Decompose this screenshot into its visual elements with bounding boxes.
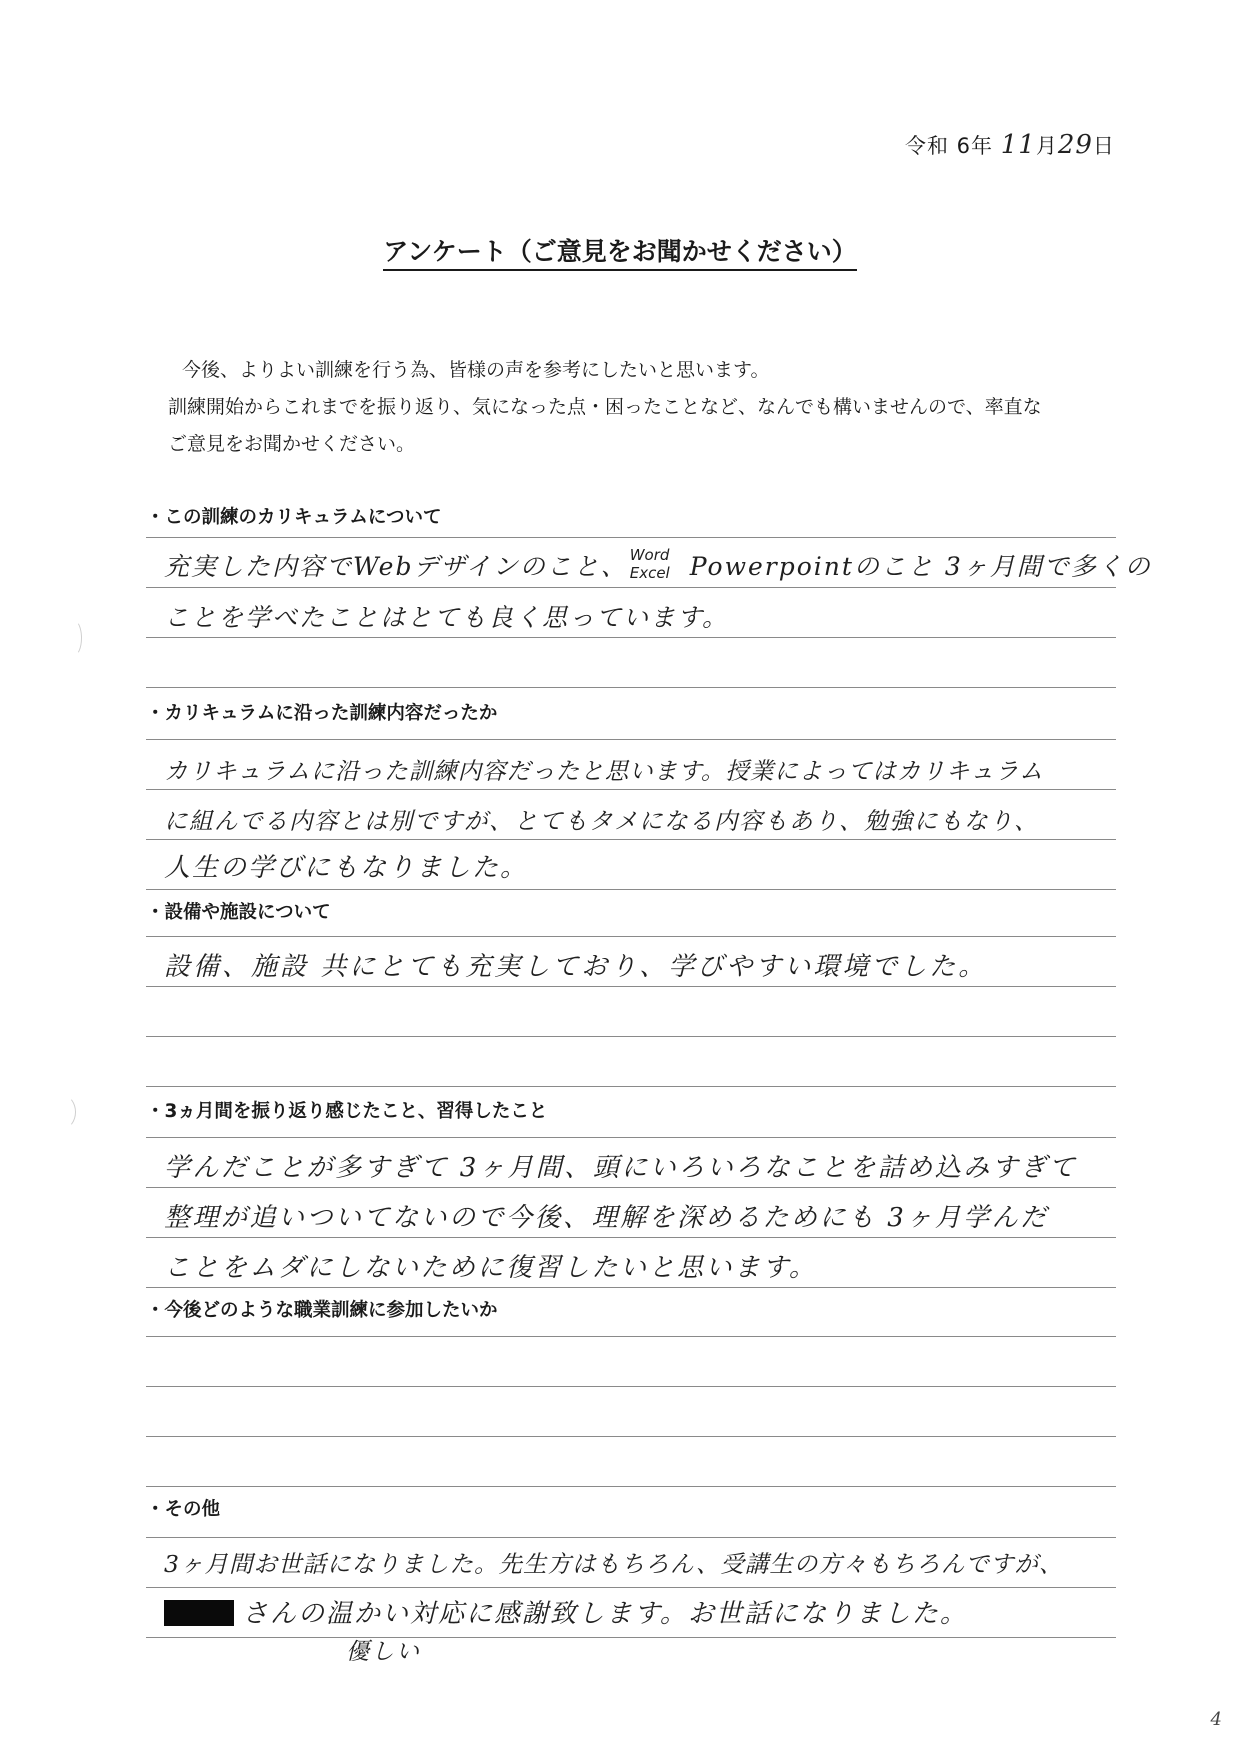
answer-line <box>146 739 1116 740</box>
answer-text-excel: Excel <box>629 563 670 582</box>
page-number: 4 <box>1210 1709 1222 1730</box>
answer-line <box>146 1237 1116 1238</box>
intro-text <box>168 352 1042 463</box>
section-label: ・3ヵ月間を振り返り感じたこと、習得したこと <box>146 1101 548 1122</box>
scan-mark <box>66 620 82 656</box>
answer-text: 充実した内容でWebデザインのこと、 <box>164 552 628 581</box>
handwritten-answer: ことを学べたことはとても良く思っています。 <box>164 603 730 632</box>
date <box>905 130 1115 160</box>
intro-line: 訓練開始からこれまでを振り返り、気になった点・困ったことなど、なんでも構いませんので、率直な <box>168 396 1042 418</box>
answer-line <box>146 637 1116 638</box>
handwritten-answer <box>164 1593 968 1630</box>
answer-line <box>146 986 1116 987</box>
section-curriculum <box>146 501 1152 691</box>
answer-line <box>146 1336 1116 1337</box>
answer-line <box>146 1137 1116 1138</box>
handwritten-answer <box>164 547 1152 583</box>
handwritten-answer: カリキュラムに沿った訓練内容だったと思います。授業によってはカリキュラム <box>164 757 1044 785</box>
answer-line <box>146 1086 1116 1087</box>
page-title <box>0 232 1240 268</box>
date-day-suffix: 日 <box>1092 134 1115 158</box>
word-excel-stack <box>628 545 690 583</box>
section-reflection <box>146 1095 1116 1295</box>
answer-line <box>146 936 1116 937</box>
answer-line <box>146 537 1116 538</box>
section-label: ・カリキュラムに沿った訓練内容だったか <box>146 703 498 724</box>
answer-text: さんの温かい対応に感謝致します。お世話になりました。 <box>242 1599 968 1629</box>
intro-line: 今後、よりよい訓練を行う為、皆様の声を参考にしたいと思います。 <box>182 359 770 381</box>
section-alignment <box>146 697 1116 892</box>
redacted-name <box>164 1600 234 1626</box>
answer-line <box>146 1386 1116 1387</box>
handwritten-answer: 設備、施設 共にとても充実しており、学びやすい環境でした。 <box>164 952 988 982</box>
date-month-suffix: 月 <box>1035 134 1058 158</box>
answer-text: Powerpointのこと 3ヶ月間で多くの <box>689 552 1152 581</box>
answer-line <box>146 1287 1116 1288</box>
section-label: ・今後どのような職業訓練に参加したいか <box>146 1300 498 1321</box>
answer-line <box>146 587 1116 588</box>
handwritten-insertion: 優しい <box>346 1639 421 1665</box>
section-label: ・この訓練のカリキュラムについて <box>146 507 442 528</box>
answer-line <box>146 1036 1116 1037</box>
handwritten-answer: 学んだことが多すぎて 3ヶ月間、頭にいろいろなことを詰め込みすぎて <box>164 1153 1078 1183</box>
section-future-training <box>146 1294 1116 1494</box>
section-other <box>146 1493 1116 1668</box>
answer-line <box>146 1637 1116 1638</box>
answer-line <box>146 1187 1116 1188</box>
date-day: 29 <box>1057 130 1093 160</box>
answer-line <box>146 1486 1116 1487</box>
handwritten-answer: ことをムダにしないために復習したいと思います。 <box>164 1253 818 1283</box>
page-title-text: アンケート（ご意見をお聞かせください） <box>383 237 857 271</box>
section-facilities <box>146 896 1116 1091</box>
intro-line: ご意見をお聞かせください。 <box>168 433 416 455</box>
date-month: 11 <box>1000 130 1036 160</box>
answer-line <box>146 687 1116 688</box>
answer-text-word: Word <box>629 545 670 564</box>
answer-line <box>146 1537 1116 1538</box>
scan-mark <box>50 1095 76 1129</box>
answer-line <box>146 789 1116 790</box>
handwritten-answer: に組んでる内容とは別ですが、とてもタメになる内容もあり、勉強にもなり、 <box>164 807 1039 835</box>
section-label: ・その他 <box>146 1499 221 1520</box>
answer-line <box>146 839 1116 840</box>
handwritten-answer: 3ヶ月間お世話になりました。先生方はもちろん、受講生の方々もちろんですが、 <box>164 1550 1064 1578</box>
answer-line <box>146 1587 1116 1588</box>
date-era: 令和 6年 <box>905 134 994 158</box>
answer-line <box>146 889 1116 890</box>
answer-line <box>146 1436 1116 1437</box>
handwritten-answer: 整理が追いついてないので今後、理解を深めるためにも 3ヶ月学んだ <box>164 1203 1049 1233</box>
handwritten-answer: 人生の学びにもなりました。 <box>164 853 529 883</box>
section-label: ・設備や施設について <box>146 902 331 923</box>
